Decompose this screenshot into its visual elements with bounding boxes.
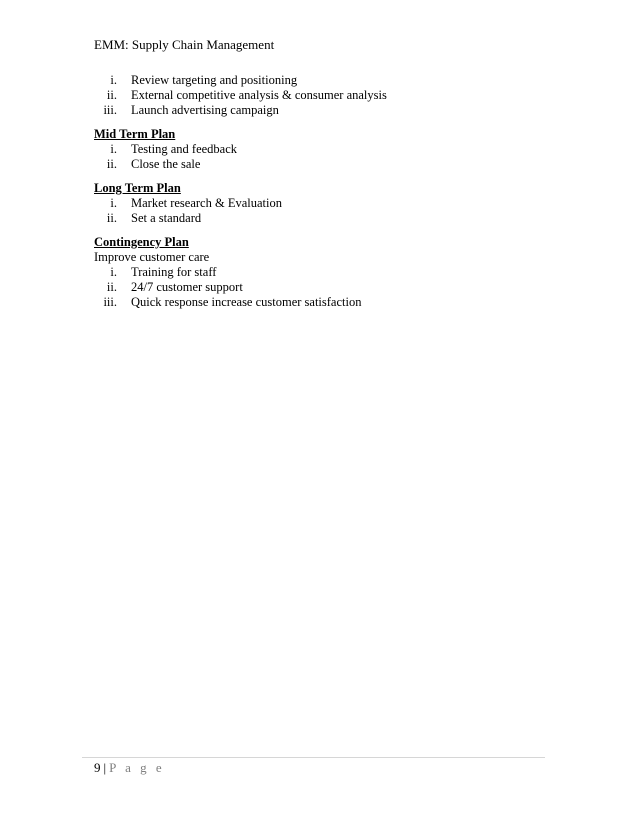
list-item-text: Training for staff xyxy=(131,265,217,279)
list-item-text: Close the sale xyxy=(131,157,201,171)
list-numeral: ii. xyxy=(106,211,117,225)
list-item-text: Launch advertising campaign xyxy=(131,103,279,117)
list-item-text: Quick response increase customer satisfaction xyxy=(131,295,362,309)
document-header: EMM: Supply Chain Management xyxy=(94,37,275,52)
list-numeral: iii. xyxy=(103,295,117,309)
list-numeral: ii. xyxy=(106,88,117,102)
list-item xyxy=(94,73,554,88)
long-term-section xyxy=(94,181,554,226)
list-numeral: i. xyxy=(110,265,117,279)
page-number: 9 xyxy=(94,760,101,775)
document-body xyxy=(94,73,554,310)
list-item xyxy=(94,142,554,157)
list-numeral: ii. xyxy=(106,280,117,294)
list-item xyxy=(94,211,554,226)
list-item-text: Testing and feedback xyxy=(131,142,238,156)
list-item xyxy=(94,280,554,295)
list-item-text: Review targeting and positioning xyxy=(131,73,298,87)
list-item xyxy=(94,295,554,310)
mid-term-list xyxy=(94,142,554,172)
list-item-text: External competitive analysis & consumer analysis xyxy=(131,88,387,102)
intro-list xyxy=(94,73,554,118)
mid-term-heading: Mid Term Plan xyxy=(94,127,176,141)
contingency-section xyxy=(94,235,554,310)
contingency-heading: Contingency Plan xyxy=(94,235,189,249)
list-numeral: ii. xyxy=(106,157,117,171)
list-item xyxy=(94,196,554,211)
list-item-text: Set a standard xyxy=(131,211,202,225)
list-numeral: i. xyxy=(110,142,117,156)
contingency-intro: Improve customer care xyxy=(94,250,210,264)
contingency-list xyxy=(94,265,554,310)
list-item xyxy=(94,157,554,172)
list-numeral: i. xyxy=(110,196,117,210)
list-numeral: i. xyxy=(110,73,117,87)
list-item xyxy=(94,265,554,280)
list-numeral: iii. xyxy=(103,103,117,117)
long-term-heading: Long Term Plan xyxy=(94,181,181,195)
list-item-text: 24/7 customer support xyxy=(131,280,243,294)
list-item xyxy=(94,103,554,118)
page-label: P a g e xyxy=(109,760,165,775)
footer-divider xyxy=(82,757,545,758)
footer-separator: | xyxy=(103,760,107,775)
list-item-text: Market research & Evaluation xyxy=(131,196,282,210)
long-term-list xyxy=(94,196,554,226)
page-footer xyxy=(94,760,165,776)
mid-term-section xyxy=(94,127,554,172)
list-item xyxy=(94,88,554,103)
